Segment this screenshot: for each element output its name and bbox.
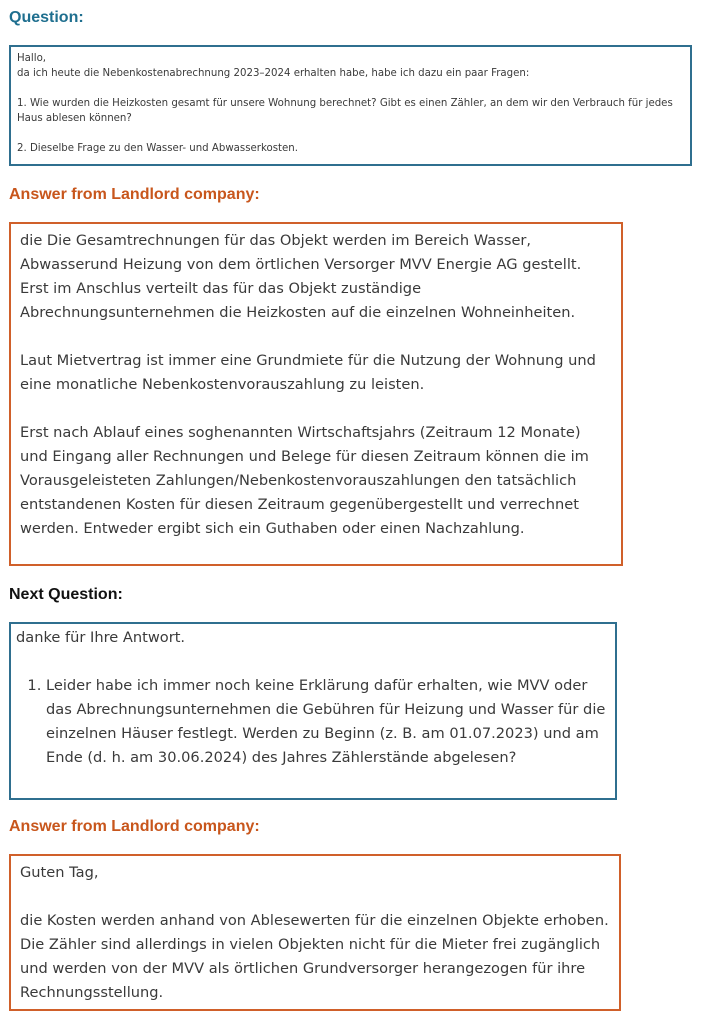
next-question-list: [16, 674, 610, 770]
question-item-2: 2. Dieselbe Frage zu den Wasser- und Abwasserkosten.: [17, 143, 299, 154]
answer-2-paragraph-1: die Kosten werden anhand von Ablesewerten für die einzelnen Objekte erhoben. Die Zähler sind allerdings in vielen Objekten nicht für die Mieter frei zugänglich und werden von der MVV als örtlichen Grundversorger herangezogen für ihre Rechnungsstellung.: [20, 912, 609, 1001]
question-greeting: Hallo,: [17, 53, 47, 64]
next-question-heading: Next Question:: [9, 586, 123, 603]
next-question-box: [9, 622, 617, 800]
answer-1-box: [9, 222, 623, 566]
answer-2-heading: Answer from Landlord company:: [9, 818, 260, 835]
question-box: [9, 45, 692, 166]
question-item-1: 1. Wie wurden die Heizkosten gesamt für unsere Wohnung berechnet? Gibt es einen Zähler, an dem wir den Verbrauch für jedes Haus ablesen können?: [17, 98, 673, 124]
answer-2-greeting: Guten Tag,: [20, 864, 99, 881]
answer-1-heading: Answer from Landlord company:: [9, 186, 260, 203]
answer-2-box: [9, 854, 621, 1011]
question-intro: da ich heute die Nebenkostenabrechnung 2023–2024 erhalten habe, habe ich dazu ein paar Fragen:: [17, 68, 530, 79]
next-question-item-1: 1. Leider habe ich immer noch keine Erklärung dafür erhalten, wie MVV oder das Abrechnungsunternehmen die Gebühren für Heizung und Wasser für die einzelnen Häuser festlegt. Werden zu Beginn (z. B. am 01.07.2023) und am Ende (d. h. am 30.06.2024) des Jahres Zählerstände abgelesen?: [46, 674, 610, 770]
answer-1-paragraph-2: Laut Mietvertrag ist immer eine Grundmiete für die Nutzung der Wohnung und eine monatliche Nebenkostenvorauszahlung zu leisten.: [20, 352, 596, 393]
answer-1-paragraph-1: die Die Gesamtrechnungen für das Objekt werden im Bereich Wasser, Abwasserund Heizung von dem örtlichen Versorger MVV Energie AG gestellt. Erst im Anschlus verteilt das für das Objekt zuständige Abrechnungsunternehmen die Heizkosten auf die einzelnen Wohneinheiten.: [20, 232, 582, 321]
answer-1-paragraph-3: Erst nach Ablauf eines soghenannten Wirtschaftsjahrs (Zeitraum 12 Monate) und Eingang aller Rechnungen und Belege für diesen Zeitraum können die im Vorausgeleisteten Zahlungen/Nebenkostenvorauszahlungen den tatsächlich entstandenen Kosten für diesen Zeitraum gegenübergestellt und verrechnet werden. Entweder ergibt sich ein Guthaben oder einen Nachzahlung.: [20, 424, 589, 537]
next-question-thanks: danke für Ihre Antwort.: [16, 629, 186, 646]
question-heading: Question:: [9, 9, 84, 26]
